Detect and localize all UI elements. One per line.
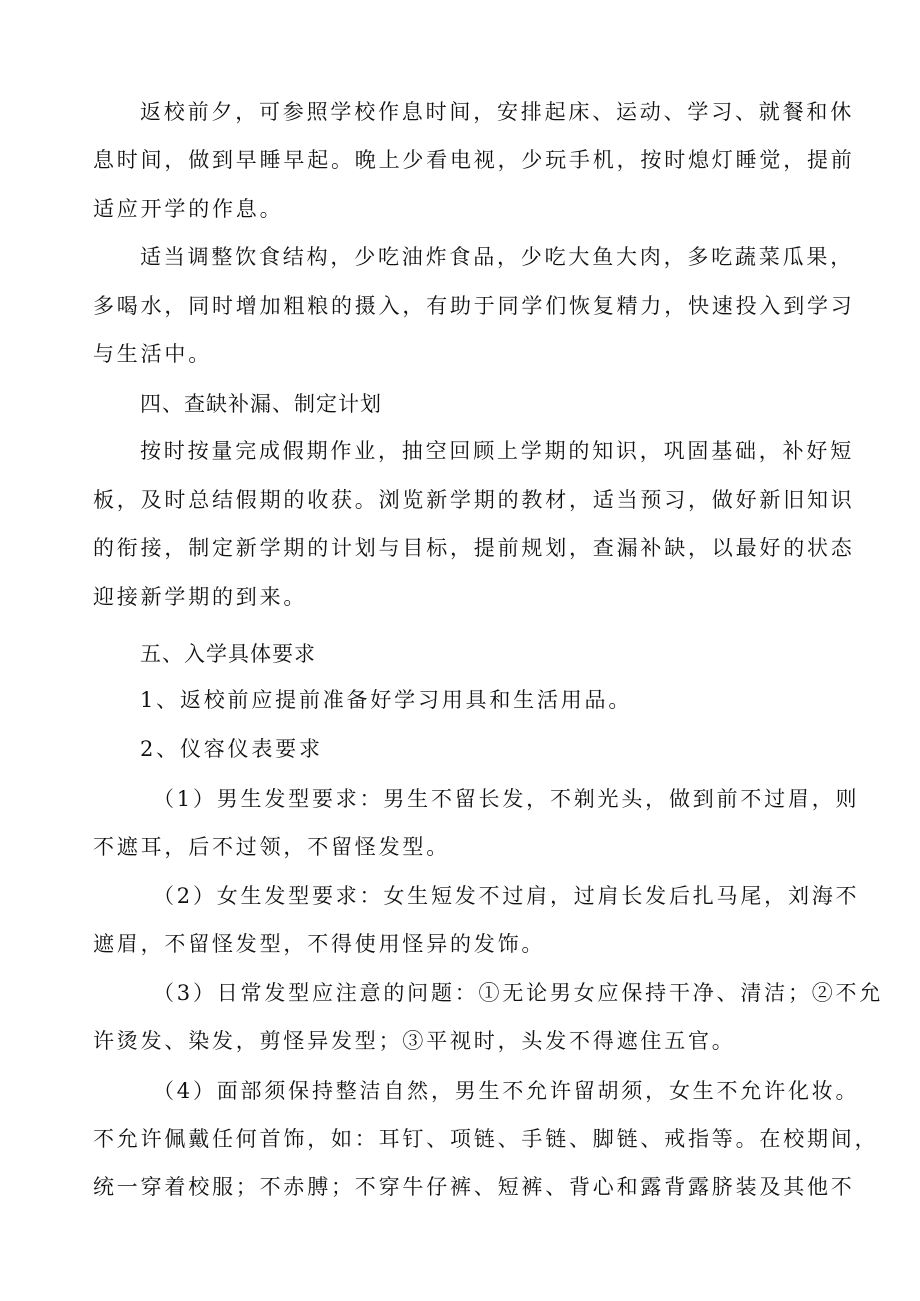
list-item: 1、返校前应提前准备好学习用具和生活用品。 <box>140 688 633 712</box>
list-item: 2、仪容仪表要求 <box>140 737 323 761</box>
sub-item-line: （1）男生发型要求：男生不留长发，不剃光头，做到前不过眉，则 <box>153 787 860 811</box>
paragraph-line: 与生活中。 <box>93 342 212 366</box>
sub-item-line: 统一穿着校服；不赤膊；不穿牛仔裤、短裤、背心和露背露脐装及其他不 <box>93 1175 855 1199</box>
paragraph-line: 多喝水，同时增加粗粮的摄入，有助于同学们恢复精力，快速投入到学习 <box>93 294 855 318</box>
paragraph-line: 的衔接，制定新学期的计划与目标，提前规划，查漏补缺，以最好的状态 <box>93 536 855 560</box>
sub-item-line: 遮眉，不留怪发型，不得使用怪异的发饰。 <box>93 932 546 956</box>
section-heading: 四、查缺补漏、制定计划 <box>140 392 382 416</box>
section-heading: 五、入学具体要求 <box>140 642 316 666</box>
sub-item-line: （4）面部须保持整洁自然，男生不允许留胡须，女生不允许化妆。 <box>153 1079 860 1103</box>
sub-item-line: （3）日常发型应注意的问题：①无论男女应保持干净、清洁；②不允 <box>153 981 884 1005</box>
sub-item-line: 不允许佩戴任何首饰，如：耳钉、项链、手链、脚链、戒指等。在校期间， <box>93 1127 879 1151</box>
paragraph-line: 按时按量完成假期作业，抽空回顾上学期的知识，巩固基础，补好短 <box>140 439 854 463</box>
paragraph-line: 息时间，做到早睡早起。晚上少看电视，少玩手机，按时熄灯睡觉，提前 <box>93 148 855 172</box>
paragraph-line: 返校前夕，可参照学校作息时间，安排起床、运动、学习、就餐和休 <box>140 100 854 124</box>
sub-item-line: 不遮耳，后不过领，不留怪发型。 <box>93 835 450 859</box>
paragraph-line: 适应开学的作息。 <box>93 197 284 221</box>
paragraph-line: 适当调整饮食结构，少吃油炸食品，少吃大鱼大肉，多吃蔬菜瓜果， <box>140 245 854 269</box>
paragraph-line: 板，及时总结假期的收获。浏览新学期的教材，适当预习，做好新旧知识 <box>93 488 855 512</box>
paragraph-line: 迎接新学期的到来。 <box>93 585 308 609</box>
sub-item-line: 许烫发、染发，剪怪异发型；③平视时，头发不得遮住五官。 <box>93 1029 736 1053</box>
sub-item-line: （2）女生发型要求：女生短发不过肩，过肩长发后扎马尾，刘海不 <box>153 884 860 908</box>
